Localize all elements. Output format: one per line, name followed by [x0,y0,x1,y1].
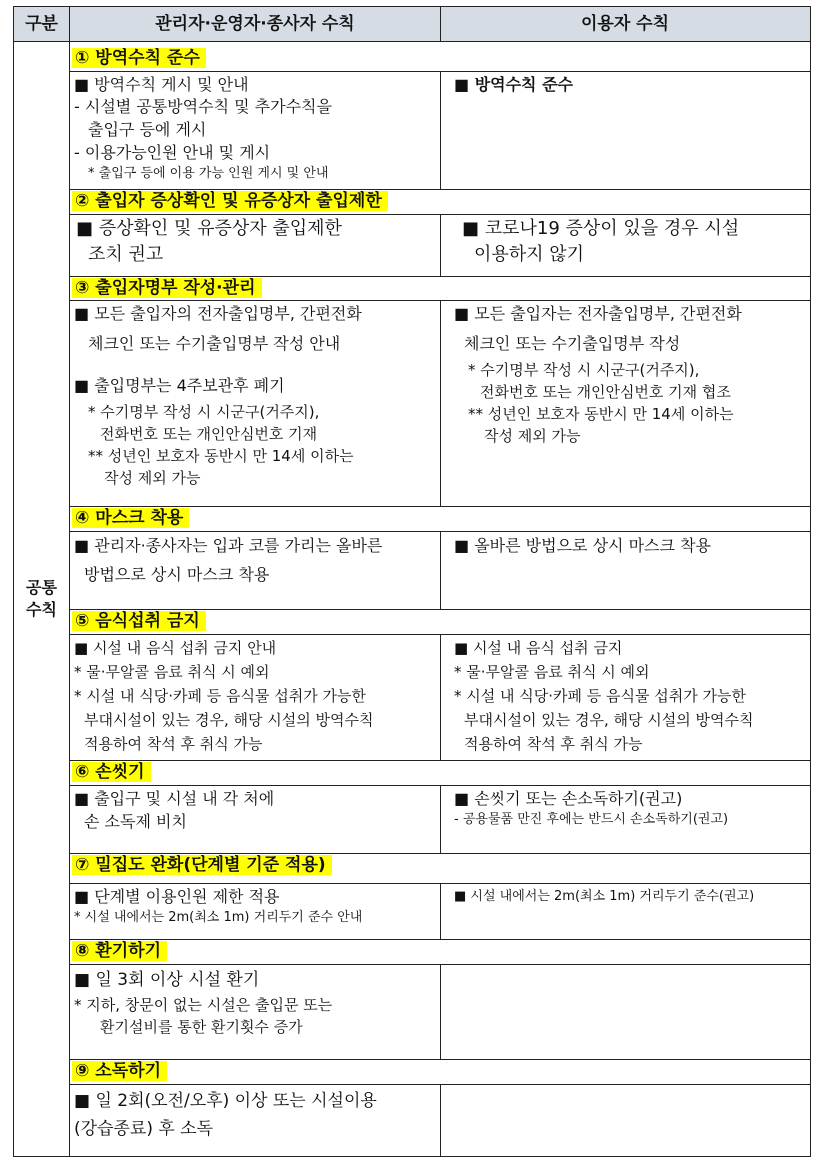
section-title-5 [72,609,206,633]
section-title-text: ⑤ 음식섭취 금지 [72,611,206,631]
rule-line: 환기설비를 통한 환기횟수 증가 [100,1018,303,1036]
rule-line: * 물·무알콜 음료 취식 시 예외 [74,663,270,681]
section-7-manager [74,885,362,928]
rule-line: ** 성년인 보호자 동반시 만 14세 이하는 [88,447,354,465]
rule-line: - 시설별 공통방역수칙 및 추가수칙을 [74,97,332,116]
section-title-text: ③ 출입자명부 작성·관리 [72,278,262,298]
header-user-rules: 이용자 수칙 [580,14,670,34]
section-5-user [454,636,753,756]
section-2-manager [76,216,342,268]
rules-table [13,6,811,1157]
section-title-text: ② 출입자 증상확인 및 유증상자 출입제한 [72,191,388,211]
rule-line: * 출입구 등에 이용 가능 인원 게시 및 안내 [88,166,329,181]
rule-line: * 물·무알콜 음료 취식 시 예외 [454,663,650,681]
rule-line: ■ 일 3회 이상 시설 환기 [74,970,260,990]
section-title-9 [72,1059,167,1083]
section-2-user [462,216,739,268]
table-divider [440,531,441,609]
section-5-manager [74,636,373,756]
rule-line: ■ 출입구 및 시설 내 각 처에 [74,789,275,808]
table-divider [440,634,441,760]
section-4-user [454,531,711,560]
table-divider [70,760,810,761]
table-divider [440,1084,441,1156]
rule-line: ■ 시설 내 음식 섭취 금지 안내 [74,639,277,657]
rule-line: ■ 올바른 방법으로 상시 마스크 착용 [454,536,711,555]
rule-line: 전화번호 또는 개인안심번호 기재 [100,425,318,443]
table-divider [69,7,70,1156]
table-divider [440,964,441,1059]
section-3-manager [74,299,362,489]
rule-line: 손 소독제 비치 [84,812,187,831]
rule-line: ■ 출입명부는 4주보관후 폐기 [74,376,285,395]
rule-line: ■ 방역수칙 준수 [454,75,573,94]
rule-line: 적용하여 착석 후 취식 가능 [464,735,643,753]
section-title-2 [72,189,388,213]
table-divider [440,883,441,939]
rule-line: 부대시설이 있는 경우, 해당 시설의 방역수칙 [84,711,374,729]
rule-line: * 시설 내 식당·카페 등 음식물 섭취가 가능한 [74,687,366,705]
section-1-user [454,73,573,96]
table-divider [440,7,441,42]
section-6-user [454,787,728,830]
section-title-4 [72,506,189,530]
table-divider [440,71,441,189]
rule-line: ■ 단계별 이용인원 제한 적용 [74,887,280,906]
section-title-text: ⑦ 밀집도 완화(단계별 기준 적용) [72,855,332,875]
section-9-manager [74,1087,377,1143]
rule-line: ■ 시설 내 음식 섭취 금지 [454,639,623,657]
rule-line: 체크인 또는 수기출입명부 작성 [464,334,681,353]
rule-line: ■ 시설 내에서는 2m(최소 1m) 거리두기 준수(권고) [454,889,755,904]
section-title-1 [72,46,206,70]
rule-line: * 지하, 창문이 없는 시설은 출입문 또는 [74,996,333,1014]
section-8-manager [74,966,332,1038]
rule-line: ** 성년인 보호자 동반시 만 14세 이하는 [468,405,734,423]
section-title-text: ① 방역수칙 준수 [72,48,206,68]
section-7-user [454,887,754,907]
rule-line: 출입구 등에 게시 [88,120,207,139]
section-1-manager [74,73,332,184]
rule-line: - 공용물품 만진 후에는 반드시 손소독하기(권고) [454,812,729,827]
group-label-line1: 공통 [26,578,57,597]
section-title-text: ⑧ 환기하기 [72,941,167,961]
rule-line: 전화번호 또는 개인안심번호 기재 협조 [480,383,731,401]
rule-line: * 시설 내 식당·카페 등 음식물 섭취가 가능한 [454,687,746,705]
header-manager-rules: 관리자·운영자·종사자 수칙 [155,14,355,34]
rule-line: 조치 권고 [88,244,164,265]
rule-line: ■ 일 2회(오전/오후) 이상 또는 시설이용 [74,1091,377,1111]
section-title-text: ⑥ 손씻기 [72,762,151,782]
table-divider [440,785,441,853]
section-4-manager [74,531,382,589]
table-divider [70,1059,810,1060]
rule-line: ■ 코로나19 증상이 있을 경우 시설 [462,218,740,239]
rule-line: ■ 손씻기 또는 손소독하기(권고) [454,789,683,808]
rule-line: 방법으로 상시 마스크 착용 [84,565,270,584]
spacer [74,359,362,371]
rule-line: ■ 방역수칙 게시 및 안내 [74,75,249,94]
rule-line: 부대시설이 있는 경우, 해당 시설의 방역수칙 [464,711,754,729]
section-title-3 [72,276,262,300]
rule-line: 이용하지 않기 [474,244,585,265]
rule-line: 작성 제외 가능 [484,427,581,445]
rule-line: - 이용가능인원 안내 및 게시 [74,143,271,162]
rule-line: * 시설 내에서는 2m(최소 1m) 거리두기 준수 안내 [74,910,363,925]
group-label-line2: 수칙 [26,600,57,619]
rule-line: ■ 모든 출입자는 전자출입명부, 간편전화 [454,304,742,323]
rule-line: * 수기명부 작성 시 시군구(거주지), [88,403,320,421]
table-divider [440,214,441,276]
section-title-8 [72,939,167,963]
rule-line: 작성 제외 가능 [104,469,201,487]
rule-line: ■ 증상확인 및 유증상자 출입제한 [76,218,342,239]
rule-line: (강습종료) 후 소독 [74,1119,214,1139]
rule-line: 적용하여 착석 후 취식 가능 [84,735,263,753]
rule-line: ■ 모든 출입자의 전자출입명부, 간편전화 [74,304,362,323]
group-label [14,577,69,621]
section-3-user [454,299,742,447]
rule-line: ■ 관리자·종사자는 입과 코를 가리는 올바른 [74,536,383,555]
section-title-7 [72,853,332,877]
table-divider [440,300,441,506]
rule-line: * 수기명부 작성 시 시군구(거주지), [468,361,700,379]
rule-line: 체크인 또는 수기출입명부 작성 안내 [88,334,341,353]
table-divider [70,939,810,940]
section-title-text: ⑨ 소독하기 [72,1061,167,1081]
section-6-manager [74,787,274,833]
section-title-text: ④ 마스크 착용 [72,508,189,528]
section-title-6 [72,760,151,784]
header-category: 구분 [25,14,58,34]
